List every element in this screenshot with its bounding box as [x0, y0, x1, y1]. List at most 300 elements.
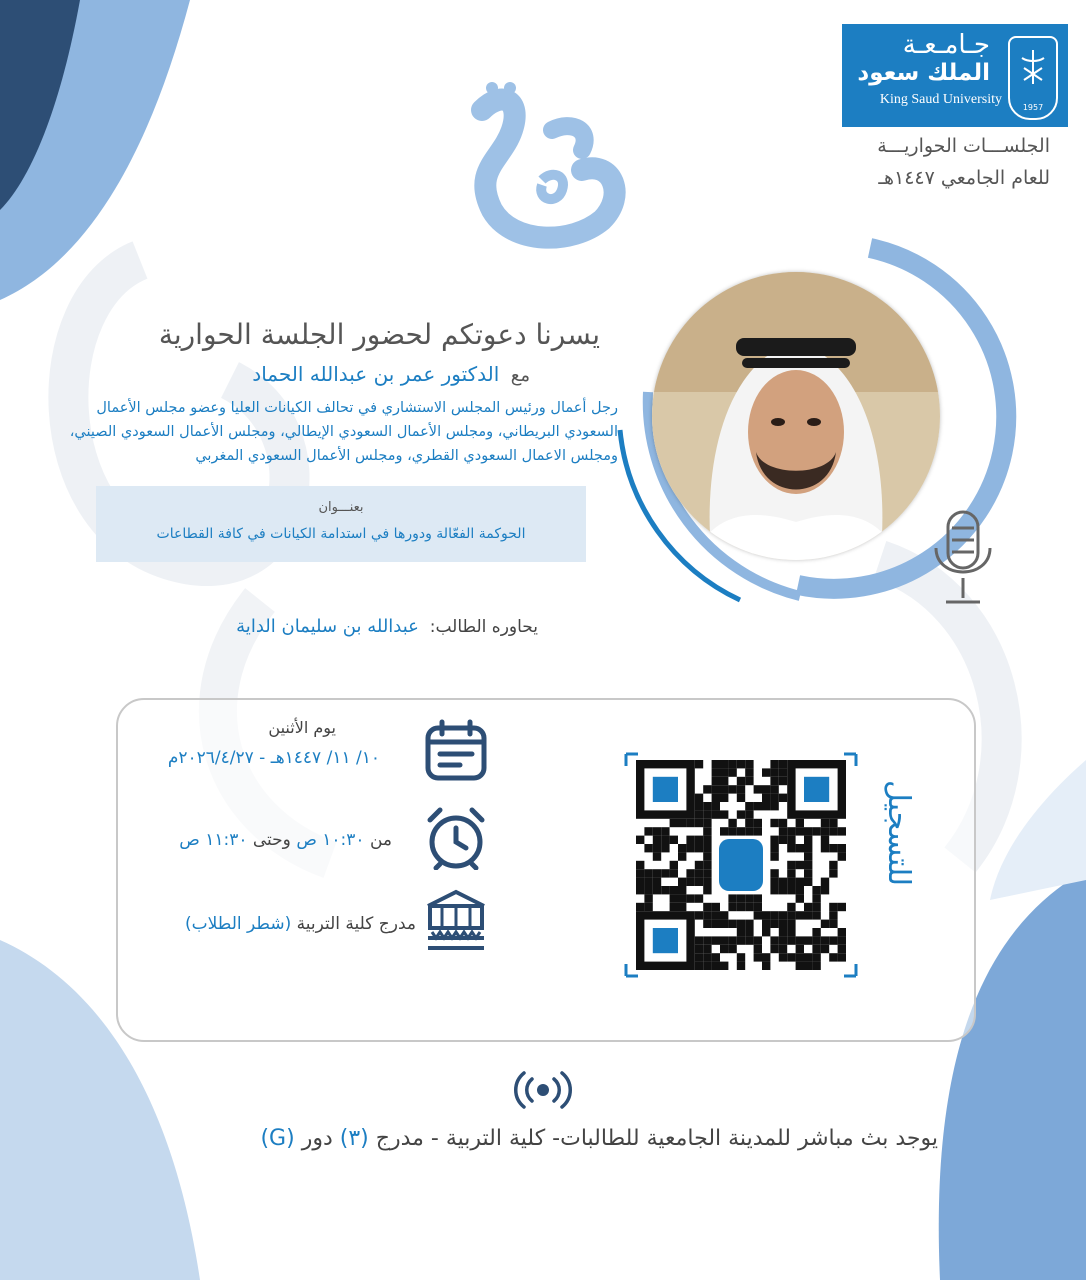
qr-module — [695, 810, 703, 818]
qr-module — [712, 785, 720, 793]
moderator-label: يحاوره الطالب: — [429, 617, 538, 637]
qr-module — [796, 936, 804, 944]
qr-module — [821, 936, 829, 944]
qr-module — [754, 894, 762, 902]
qr-module — [770, 768, 778, 776]
qr-module — [787, 886, 795, 894]
qr-module — [737, 760, 745, 768]
time-from: ١٠:٣٠ ص — [296, 830, 365, 850]
qr-module — [653, 836, 661, 844]
qr-module — [796, 827, 804, 835]
qr-module — [670, 886, 678, 894]
qr-module — [770, 936, 778, 944]
qr-module — [653, 869, 661, 877]
qr-module — [770, 869, 778, 877]
qr-module — [703, 953, 711, 961]
qr-module — [644, 886, 652, 894]
alarm-clock-icon — [424, 806, 488, 870]
qr-module — [821, 878, 829, 886]
qr-module — [644, 844, 652, 852]
qr-module — [770, 819, 778, 827]
qr-module — [695, 802, 703, 810]
qr-module — [695, 878, 703, 886]
qr-module — [796, 878, 804, 886]
qr-module — [838, 928, 846, 936]
broadcast-floor: (G) — [260, 1126, 295, 1151]
qr-module — [636, 878, 644, 886]
qr-module — [712, 810, 720, 818]
qr-module — [745, 920, 753, 928]
qr-module — [661, 886, 669, 894]
qr-center-logo — [719, 839, 763, 891]
qr-module — [821, 844, 829, 852]
qr-module — [720, 768, 728, 776]
qr-module — [644, 903, 652, 911]
qr-module — [661, 869, 669, 877]
qr-module — [745, 777, 753, 785]
qr-module — [796, 819, 804, 827]
qr-module — [812, 953, 820, 961]
qr-module — [804, 911, 812, 919]
qr-module — [670, 894, 678, 902]
qr-module — [737, 928, 745, 936]
qr-module — [636, 869, 644, 877]
qr-module — [670, 836, 678, 844]
qr-module — [644, 869, 652, 877]
qr-module — [720, 962, 728, 970]
qr-module — [737, 827, 745, 835]
qr-module — [812, 894, 820, 902]
qr-module — [821, 945, 829, 953]
qr-module — [770, 836, 778, 844]
qr-module — [703, 861, 711, 869]
qr-module — [728, 920, 736, 928]
qr-module — [745, 894, 753, 902]
qr-module — [812, 928, 820, 936]
qr-module — [829, 936, 837, 944]
qr-module — [754, 903, 762, 911]
venue-note: (شطر الطلاب) — [184, 914, 292, 934]
qr-finder-center — [653, 928, 678, 953]
building-icon — [424, 888, 488, 952]
qr-module — [779, 945, 787, 953]
qr-module — [804, 844, 812, 852]
qr-module — [670, 903, 678, 911]
qr-module — [779, 936, 787, 944]
qr-module — [796, 844, 804, 852]
qr-module — [636, 836, 644, 844]
qr-module — [728, 785, 736, 793]
qr-module — [838, 844, 846, 852]
qr-module — [720, 945, 728, 953]
qr-module — [728, 768, 736, 776]
qr-module — [737, 903, 745, 911]
qr-module — [754, 785, 762, 793]
qr-module — [703, 903, 711, 911]
qr-module — [703, 852, 711, 860]
qr-module — [703, 819, 711, 827]
qr-module — [703, 810, 711, 818]
venue-name: مدرج كلية التربية — [296, 914, 416, 934]
qr-module — [728, 936, 736, 944]
qr-module — [703, 945, 711, 953]
qr-module — [695, 962, 703, 970]
qr-module — [787, 836, 795, 844]
qr-module — [821, 836, 829, 844]
qr-finder-center — [804, 777, 829, 802]
qr-module — [762, 928, 770, 936]
qr-module — [728, 760, 736, 768]
qr-module — [720, 936, 728, 944]
qr-code[interactable] — [624, 752, 858, 978]
qr-module — [770, 844, 778, 852]
qr-module — [678, 844, 686, 852]
qr-module — [838, 953, 846, 961]
qr-module — [821, 819, 829, 827]
qr-module — [787, 903, 795, 911]
qr-module — [804, 878, 812, 886]
qr-finder-center — [653, 777, 678, 802]
qr-module — [695, 819, 703, 827]
qr-module — [670, 861, 678, 869]
qr-module — [695, 894, 703, 902]
qr-module — [829, 819, 837, 827]
qr-module — [796, 886, 804, 894]
qr-module — [728, 819, 736, 827]
qr-module — [770, 760, 778, 768]
qr-module — [728, 903, 736, 911]
qr-module — [796, 894, 804, 902]
qr-module — [787, 936, 795, 944]
invitation-heading: يسرنا دعوتكم لحضور الجلسة الحوارية — [158, 318, 600, 351]
qr-module — [829, 920, 837, 928]
qr-module — [703, 785, 711, 793]
register-label: للتسجيل — [881, 780, 916, 887]
qr-module — [745, 768, 753, 776]
register-label-wrap — [872, 780, 922, 950]
invitation-calligraphy — [462, 70, 632, 250]
qr-module — [838, 936, 846, 944]
qr-module — [779, 920, 787, 928]
guest-name: الدكتور عمر بن عبدالله الحماد — [252, 362, 500, 386]
qr-module — [770, 852, 778, 860]
logo-english: King Saud University — [879, 92, 1002, 107]
broadcast-floor-label: دور — [301, 1126, 333, 1151]
qr-module — [770, 794, 778, 802]
microphone-icon — [928, 508, 998, 608]
qr-module — [644, 827, 652, 835]
qr-module — [703, 920, 711, 928]
qr-module — [720, 785, 728, 793]
qr-module — [838, 903, 846, 911]
qr-module — [728, 894, 736, 902]
qr-module — [670, 869, 678, 877]
qr-module — [754, 819, 762, 827]
qr-module — [695, 911, 703, 919]
qr-module — [745, 827, 753, 835]
qr-module — [812, 911, 820, 919]
qr-module — [779, 953, 787, 961]
qr-module — [821, 920, 829, 928]
qr-module — [829, 911, 837, 919]
qr-module — [703, 827, 711, 835]
qr-module — [754, 945, 762, 953]
qr-module — [754, 911, 762, 919]
qr-module — [720, 760, 728, 768]
qr-module — [678, 819, 686, 827]
qr-module — [762, 962, 770, 970]
with-prefix: مع — [510, 365, 530, 386]
qr-module — [770, 802, 778, 810]
qr-module — [712, 802, 720, 810]
qr-module — [686, 836, 694, 844]
qr-module — [829, 844, 837, 852]
qr-module — [779, 911, 787, 919]
qr-module — [838, 827, 846, 835]
broadcast-text: يوجد بث مباشر للمدينة الجامعية للطالبات- كلية التربية - مدرج — [375, 1126, 938, 1151]
qr-module — [737, 777, 745, 785]
qr-module — [770, 886, 778, 894]
qr-module — [745, 760, 753, 768]
qr-module — [720, 810, 728, 818]
series-line-1: الجلســـات الحواريـــة — [877, 135, 1050, 157]
qr-module — [762, 920, 770, 928]
qr-module — [703, 869, 711, 877]
qr-module — [737, 810, 745, 818]
qr-module — [712, 936, 720, 944]
qr-module — [695, 844, 703, 852]
qr-module — [804, 962, 812, 970]
qr-module — [737, 936, 745, 944]
broadcast-hall: (٣) — [339, 1126, 369, 1151]
qr-module — [703, 886, 711, 894]
qr-module — [754, 953, 762, 961]
qr-module — [762, 911, 770, 919]
topic-box — [96, 486, 586, 562]
qr-module — [821, 886, 829, 894]
qr-module — [653, 878, 661, 886]
qr-module — [770, 945, 778, 953]
qr-module — [695, 836, 703, 844]
qr-module — [737, 785, 745, 793]
qr-module — [796, 945, 804, 953]
qr-module — [812, 903, 820, 911]
qr-module — [720, 777, 728, 785]
qr-module — [779, 886, 787, 894]
qr-module — [779, 819, 787, 827]
series-caption — [790, 130, 1050, 194]
qr-module — [678, 903, 686, 911]
event-time — [179, 830, 392, 850]
qr-module — [720, 827, 728, 835]
broadcast-note — [260, 1126, 938, 1151]
guest-bio: رجل أعمال ورئيس المجلس الاستشاري في تحالف الكيانات العليا وعضو مجلس الأعمال السعودي البريطاني، ومجلس الأعمال السعودي الإيطالي، ومجلس الأعمال السعودي الصيني، ومجلس الاعمال السعودي القطري، ومجلس الأعمال السعودي المغربي — [69, 400, 618, 464]
qr-module — [779, 760, 787, 768]
qr-module — [703, 844, 711, 852]
qr-module — [762, 794, 770, 802]
qr-module — [787, 928, 795, 936]
qr-module — [703, 878, 711, 886]
qr-module — [686, 844, 694, 852]
seal-year: 1957 — [1022, 103, 1044, 112]
qr-module — [728, 945, 736, 953]
qr-module — [779, 768, 787, 776]
qr-module — [804, 936, 812, 944]
qr-module — [787, 920, 795, 928]
qr-module — [779, 777, 787, 785]
qr-module — [745, 936, 753, 944]
qr-module — [653, 827, 661, 835]
qr-module — [754, 827, 762, 835]
qr-module — [754, 802, 762, 810]
qr-module — [804, 953, 812, 961]
qr-module — [686, 869, 694, 877]
qr-module — [720, 911, 728, 919]
qr-module — [779, 928, 787, 936]
qr-module — [821, 827, 829, 835]
qr-module — [779, 878, 787, 886]
event-day: يوم الأثنين — [268, 718, 336, 737]
qr-module — [670, 819, 678, 827]
topic-label: بعنـــوان — [318, 500, 364, 515]
qr-module — [695, 794, 703, 802]
qr-module — [695, 869, 703, 877]
qr-module — [787, 844, 795, 852]
qr-module — [695, 861, 703, 869]
university-seal-icon — [1008, 36, 1058, 120]
qr-module — [745, 810, 753, 818]
guest-photo — [652, 272, 940, 560]
qr-module — [787, 911, 795, 919]
qr-module — [678, 894, 686, 902]
qr-module — [720, 794, 728, 802]
qr-module — [728, 827, 736, 835]
qr-module — [644, 894, 652, 902]
qr-module — [745, 903, 753, 911]
broadcast-icon — [510, 1070, 576, 1110]
logo-arabic-line2: الملك سعود — [857, 60, 990, 86]
qr-module — [695, 760, 703, 768]
qr-module — [745, 928, 753, 936]
qr-module — [787, 827, 795, 835]
qr-module — [829, 953, 837, 961]
qr-module — [804, 861, 812, 869]
qr-module — [703, 911, 711, 919]
qr-module — [779, 836, 787, 844]
qr-module — [712, 911, 720, 919]
qr-module — [712, 920, 720, 928]
qr-module — [661, 844, 669, 852]
qr-module — [636, 861, 644, 869]
qr-module — [712, 760, 720, 768]
qr-module — [838, 852, 846, 860]
time-to: ١١:٣٠ ص — [179, 830, 248, 850]
qr-module — [653, 844, 661, 852]
qr-module — [653, 886, 661, 894]
qr-module — [661, 827, 669, 835]
qr-module — [745, 819, 753, 827]
qr-module — [712, 768, 720, 776]
qr-module — [796, 962, 804, 970]
qr-module — [703, 836, 711, 844]
qr-module — [787, 869, 795, 877]
qr-module — [636, 886, 644, 894]
qr-module — [770, 785, 778, 793]
qr-module — [686, 894, 694, 902]
logo-arabic-line1: جـامـعـة — [902, 30, 990, 60]
qr-module — [812, 827, 820, 835]
qr-module — [796, 911, 804, 919]
qr-module — [737, 894, 745, 902]
qr-module — [695, 936, 703, 944]
qr-module — [737, 920, 745, 928]
qr-module — [636, 903, 644, 911]
qr-module — [712, 962, 720, 970]
qr-module — [829, 903, 837, 911]
time-join: وحتى — [252, 830, 291, 850]
qr-module — [737, 962, 745, 970]
guest-line — [252, 362, 530, 386]
topic-text: الحوكمة الفعّالة ودورها في استدامة الكيانات في كافة القطاعات — [156, 526, 526, 542]
qr-module — [779, 827, 787, 835]
university-logo — [842, 24, 1068, 127]
series-line-2: للعام الجامعي ١٤٤٧هـ — [878, 167, 1050, 189]
qr-module — [703, 962, 711, 970]
qr-module — [703, 802, 711, 810]
qr-module — [804, 836, 812, 844]
qr-module — [686, 819, 694, 827]
qr-module — [804, 903, 812, 911]
qr-module — [686, 878, 694, 886]
qr-module — [720, 920, 728, 928]
qr-module — [812, 936, 820, 944]
qr-module — [779, 794, 787, 802]
event-date: ١٠/ ١١/ ١٤٤٧هـ - ٢٠٢٦/٤/٢٧م — [167, 748, 380, 768]
qr-module — [829, 869, 837, 877]
qr-module — [695, 945, 703, 953]
qr-module — [812, 945, 820, 953]
qr-module — [770, 777, 778, 785]
qr-module — [712, 903, 720, 911]
time-prefix: من — [369, 830, 392, 850]
qr-module — [762, 785, 770, 793]
qr-module — [762, 768, 770, 776]
qr-module — [678, 852, 686, 860]
qr-module — [678, 878, 686, 886]
qr-module — [703, 936, 711, 944]
qr-module — [787, 878, 795, 886]
qr-module — [812, 962, 820, 970]
qr-module — [804, 827, 812, 835]
qr-module — [770, 878, 778, 886]
qr-module — [770, 920, 778, 928]
qr-module — [787, 861, 795, 869]
qr-module — [712, 953, 720, 961]
qr-module — [829, 861, 837, 869]
qr-module — [787, 953, 795, 961]
qr-module — [712, 794, 720, 802]
qr-module — [745, 802, 753, 810]
qr-module — [737, 953, 745, 961]
qr-module — [762, 802, 770, 810]
qr-module — [644, 878, 652, 886]
moderator-name: عبدالله بن سليمان الداية — [236, 616, 419, 637]
qr-module — [661, 836, 669, 844]
qr-module — [737, 794, 745, 802]
qr-module — [678, 886, 686, 894]
qr-module — [796, 861, 804, 869]
qr-module — [712, 777, 720, 785]
